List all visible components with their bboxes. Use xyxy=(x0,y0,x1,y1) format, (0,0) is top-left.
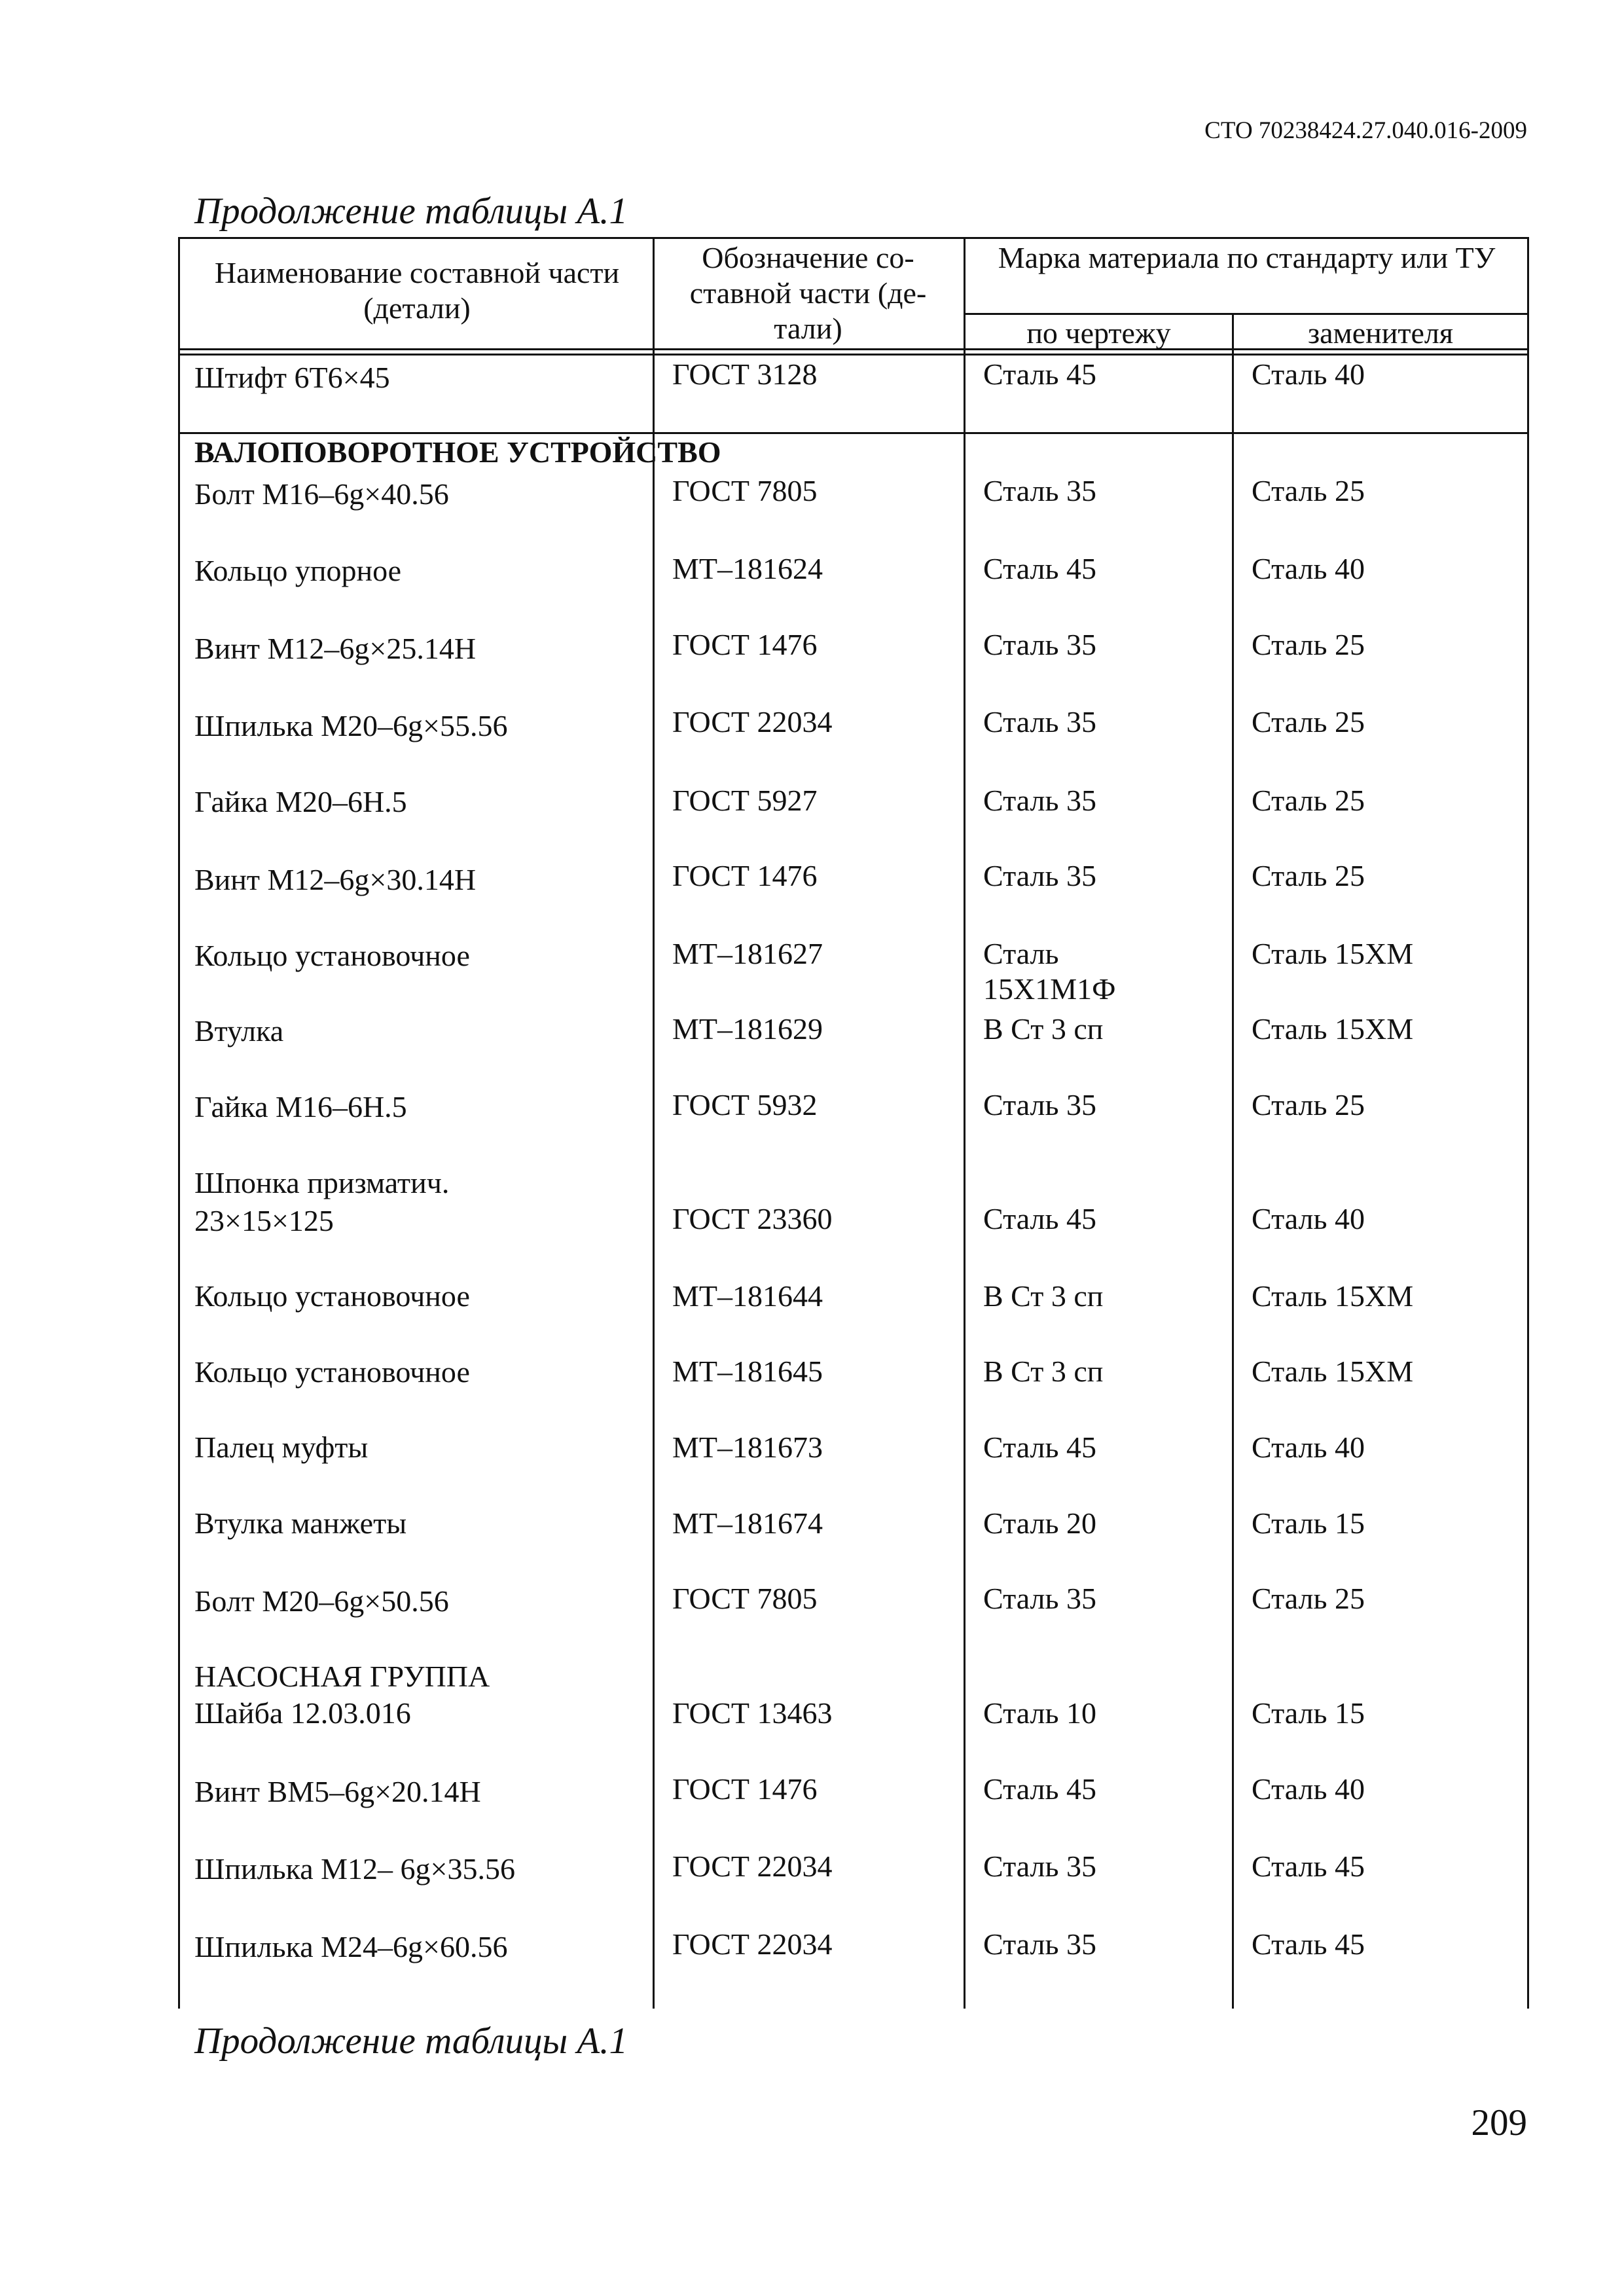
cell-substitute: Сталь 45 xyxy=(1252,1850,1365,1883)
cell-by-drawing: В Ст 3 сп xyxy=(983,1012,1104,1046)
cell-designation: МТ–181674 xyxy=(672,1506,823,1540)
section-title-nasosnaya: НАСОСНАЯ ГРУППА xyxy=(194,1660,490,1693)
cell-substitute: Сталь 25 xyxy=(1252,705,1365,738)
cell-designation: ГОСТ 3128 xyxy=(672,357,818,391)
cell-designation: МТ–181644 xyxy=(672,1279,823,1313)
cell-designation: МТ–181629 xyxy=(672,1012,823,1046)
cell-designation: ГОСТ 23360 xyxy=(672,1202,833,1235)
cell-by-drawing: Сталь 35 xyxy=(983,859,1096,892)
cell-name: Винт М12–6g×25.14Н xyxy=(194,632,477,665)
cell-by-drawing: Сталь 35 xyxy=(983,784,1096,817)
cell-by-drawing: Сталь 20 xyxy=(983,1506,1096,1540)
cell-substitute: Сталь 15ХМ xyxy=(1252,1355,1414,1388)
section-title-valopovorotnoe: ВАЛОПОВОРОТНОЕ УСТРОЙСТВО xyxy=(194,435,721,469)
cell-substitute: Сталь 15ХМ xyxy=(1252,1279,1414,1313)
cell-by-drawing: Сталь 35 xyxy=(983,1582,1096,1615)
first-row-bottom-line xyxy=(178,432,1529,434)
materials-table xyxy=(178,237,1529,2009)
cell-by-drawing: Сталь 45 xyxy=(983,1772,1096,1806)
document-code: СТО 70238424.27.040.016-2009 xyxy=(1204,117,1527,144)
cell-name: Болт М16–6g×40.56 xyxy=(194,477,449,511)
cell-name: Шпилька М24–6g×60.56 xyxy=(194,1930,508,1963)
cell-substitute: Сталь 25 xyxy=(1252,1088,1365,1121)
cell-by-drawing: Сталь 10 xyxy=(983,1696,1096,1730)
cell-substitute: Сталь 15 xyxy=(1252,1506,1365,1540)
cell-name: Гайка М16–6Н.5 xyxy=(194,1090,407,1123)
cell-by-drawing: Сталь 45 xyxy=(983,1430,1096,1464)
table-border-top xyxy=(178,237,1529,239)
table-border-left xyxy=(178,237,180,2009)
cell-designation: ГОСТ 5932 xyxy=(672,1088,818,1121)
cell-designation: ГОСТ 5927 xyxy=(672,784,818,817)
cell-substitute: Сталь 25 xyxy=(1252,1582,1365,1615)
cell-substitute: Сталь 40 xyxy=(1252,1772,1365,1806)
cell-substitute: Сталь 15 xyxy=(1252,1696,1365,1730)
cell-designation: МТ–181627 xyxy=(672,937,823,970)
cell-designation: ГОСТ 1476 xyxy=(672,859,818,892)
cell-designation: МТ–181673 xyxy=(672,1430,823,1464)
cell-substitute: Сталь 15ХМ xyxy=(1252,1012,1414,1046)
cell-substitute: Сталь 40 xyxy=(1252,357,1365,391)
cell-name: Шпилька М20–6g×55.56 xyxy=(194,709,508,742)
column-divider-3 xyxy=(1232,313,1234,2009)
cell-substitute: Сталь 40 xyxy=(1252,552,1365,585)
cell-name: Кольцо упорное xyxy=(194,554,402,587)
table-caption-top: Продолжение таблицы А.1 xyxy=(194,191,628,232)
cell-substitute: Сталь 40 xyxy=(1252,1430,1365,1464)
cell-substitute: Сталь 25 xyxy=(1252,784,1365,817)
cell-designation: ГОСТ 22034 xyxy=(672,1927,833,1961)
cell-substitute: Сталь 40 xyxy=(1252,1202,1365,1235)
cell-by-drawing: Сталь 45 xyxy=(983,552,1096,585)
cell-by-drawing: В Ст 3 сп xyxy=(983,1279,1104,1313)
cell-designation: ГОСТ 7805 xyxy=(672,1582,818,1615)
cell-name: Гайка М20–6Н.5 xyxy=(194,785,407,818)
cell-name: Шайба 12.03.016 xyxy=(194,1696,411,1730)
cell-substitute: Сталь 25 xyxy=(1252,859,1365,892)
column-divider-1 xyxy=(653,237,655,2009)
header-substitute: заменителя xyxy=(1308,316,1453,350)
header-designation: Обозначение со-ставной части (де-тали) xyxy=(689,241,927,345)
cell-by-drawing: Сталь 35 xyxy=(983,705,1096,738)
cell-by-drawing: Сталь 45 xyxy=(983,357,1096,391)
header-by-drawing: по чертежу xyxy=(1026,316,1171,350)
cell-name-line2: 23×15×125 xyxy=(194,1204,334,1237)
cell-by-drawing: Сталь 35 xyxy=(983,1927,1096,1961)
cell-designation: ГОСТ 22034 xyxy=(672,705,833,738)
cell-designation: ГОСТ 1476 xyxy=(672,1772,818,1806)
page-number: 209 xyxy=(1471,2102,1527,2143)
cell-name: Шпилька М12– 6g×35.56 xyxy=(194,1852,515,1886)
header-material: Марка материала по стандарту или ТУ xyxy=(998,241,1496,274)
cell-substitute: Сталь 45 xyxy=(1252,1927,1365,1961)
column-divider-2 xyxy=(964,237,965,2009)
header-name: Наименование составной части (детали) xyxy=(214,256,620,325)
cell-name: Винт ВМ5–6g×20.14Н xyxy=(194,1775,481,1808)
cell-substitute: Сталь 25 xyxy=(1252,474,1365,507)
cell-substitute: Сталь 25 xyxy=(1252,628,1365,661)
cell-by-drawing: Сталь 45 xyxy=(983,1202,1096,1235)
cell-name: Втулка xyxy=(194,1014,284,1048)
table-border-right xyxy=(1527,237,1529,2009)
cell-name: Штифт 6Т6×45 xyxy=(194,361,390,394)
cell-name: Втулка манжеты xyxy=(194,1506,407,1540)
cell-name: Кольцо установочное xyxy=(194,1279,470,1313)
cell-by-drawing: В Ст 3 сп xyxy=(983,1355,1104,1388)
cell-by-drawing: Сталь 35 xyxy=(983,1088,1096,1121)
cell-name: Кольцо установочное xyxy=(194,939,470,972)
cell-designation: ГОСТ 22034 xyxy=(672,1850,833,1883)
cell-name: Кольцо установочное xyxy=(194,1355,470,1389)
cell-name: Винт М12–6g×30.14Н xyxy=(194,863,477,896)
cell-by-drawing: Сталь 35 xyxy=(983,628,1096,661)
cell-substitute: Сталь 15ХМ xyxy=(1252,937,1414,970)
cell-name: Болт М20–6g×50.56 xyxy=(194,1584,449,1618)
cell-designation: МТ–181645 xyxy=(672,1355,823,1388)
header-bottom-line-2 xyxy=(178,354,1529,355)
cell-by-drawing: Сталь 35 xyxy=(983,474,1096,507)
cell-designation: ГОСТ 1476 xyxy=(672,628,818,661)
cell-designation: ГОСТ 7805 xyxy=(672,474,818,507)
header-subdivider xyxy=(964,313,1529,315)
cell-name-line1: Шпонка призматич. xyxy=(194,1166,450,1199)
cell-by-drawing: Сталь 15Х1М1Ф xyxy=(983,937,1116,1006)
cell-name: Палец муфты xyxy=(194,1430,369,1464)
cell-designation: ГОСТ 13463 xyxy=(672,1696,833,1730)
cell-by-drawing: Сталь 35 xyxy=(983,1850,1096,1883)
table-caption-bottom: Продолжение таблицы А.1 xyxy=(194,2020,628,2062)
cell-designation: МТ–181624 xyxy=(672,552,823,585)
